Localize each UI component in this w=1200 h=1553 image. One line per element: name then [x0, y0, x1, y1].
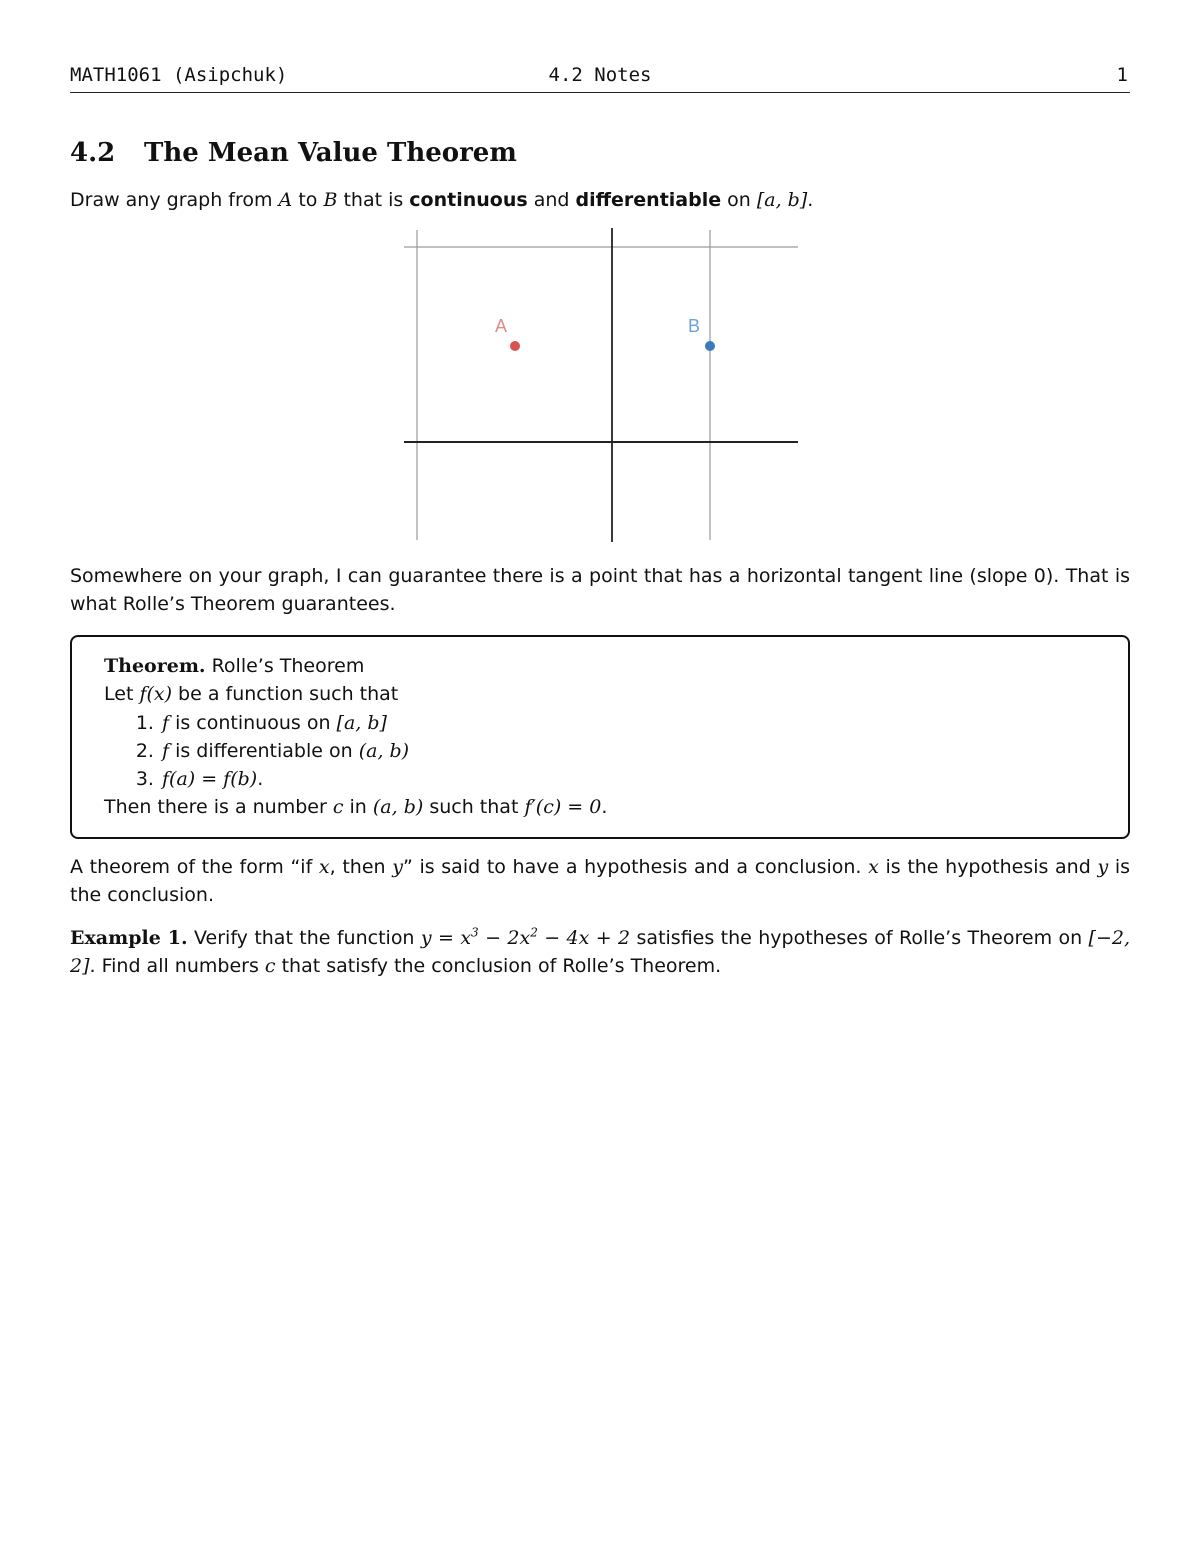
- graph-figure: [404, 226, 798, 544]
- theorem-name: Rolle’s Theorem: [211, 655, 365, 677]
- bold-continuous: continuous: [409, 189, 528, 211]
- math-B: B: [323, 189, 338, 211]
- grid-lines: [404, 230, 798, 540]
- condition-item: 2. f is differentiable on (a, b): [160, 737, 607, 765]
- point-b-label: B: [688, 316, 701, 336]
- theorem-heading: [104, 652, 607, 680]
- condition-item: 1. f is continuous on [a, b]: [160, 709, 607, 737]
- point-a: [510, 341, 520, 351]
- running-header: [70, 62, 1130, 93]
- theorem-label: Theorem.: [104, 655, 206, 677]
- theorem-content: [104, 652, 607, 822]
- header-title: 4.2 Notes: [548, 64, 652, 86]
- header-course: MATH1061 (Asipchuk): [70, 64, 288, 86]
- math-interval-ab: [a, b]: [756, 189, 808, 211]
- theorem-conditions: [104, 709, 607, 794]
- rolle-intro-paragraph: Somewhere on your graph, I can guarantee there is a point that has a horizontal tangent line (slope 0). That is what Rolle’s Theorem guarantees.: [70, 565, 1130, 615]
- section-heading: [70, 138, 517, 168]
- example-paragraph: Example 1. Verify that the function $y = x^3 - 2x^2 - 4x + 2$ satisfies the hypotheses of Rolle’s Theorem on [−2, 2]. Find all numbers c that satisfy the conclusion of Rolle’s Theorem.: [70, 925, 1130, 977]
- point-a-label: A: [495, 316, 508, 336]
- intro-paragraph: Draw any graph from A to B that is continuous and differentiable on [a, b].: [70, 189, 814, 211]
- example-equation: $y = x^3 - 2x^2 - 4x + 2$: [420, 925, 631, 949]
- header-page-number: 1: [1116, 64, 1128, 86]
- theorem-let: Let f(x) be a function such that: [104, 683, 399, 706]
- bold-differentiable: differentiable: [575, 189, 722, 211]
- point-b: [705, 341, 715, 351]
- math-A: A: [278, 189, 293, 211]
- section-number: 4.2: [70, 138, 116, 168]
- hypothesis-paragraph: A theorem of the form “if x, then y” is said to have a hypothesis and a conclusion. x is the hypothesis and y is the conclusion.: [70, 856, 1131, 906]
- condition-item: 3. f(a) = f(b).: [160, 765, 607, 793]
- example-label: Example 1.: [70, 927, 188, 949]
- theorem-conclusion: Then there is a number c in (a, b) such that f′(c) = 0.: [104, 796, 608, 819]
- section-title: The Mean Value Theorem: [144, 138, 517, 168]
- theorem-box: [70, 635, 1130, 839]
